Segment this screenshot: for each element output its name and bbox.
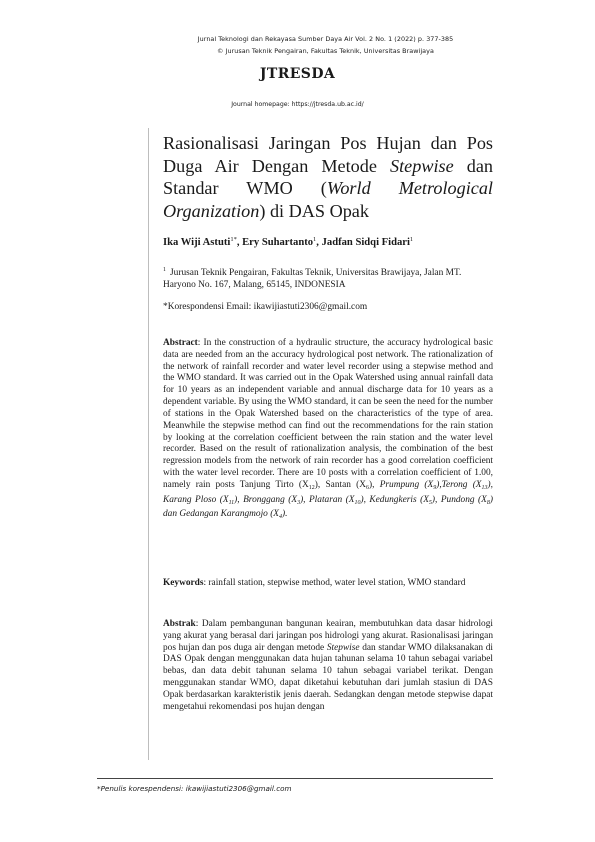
title-italic-1: Stepwise	[390, 155, 454, 176]
title-text-2: dan Standar WMO (	[163, 155, 493, 198]
copyright-line: © Jurusan Teknik Pengairan, Fakultas Teknik, Universitas Brawijaya	[217, 47, 434, 55]
author-sep: ,	[316, 237, 322, 248]
journal-citation: Jurnal Teknologi dan Rekayasa Sumber Daya Air Vol. 2 No. 1 (2022) p. 377-385	[197, 35, 454, 43]
abstrak-label: Abstrak	[163, 619, 196, 629]
keywords-text: : rainfall station, stepwise method, water level station, WMO standard	[203, 578, 466, 588]
title-text-1: Rasionalisasi Jaringan Pos Hujan dan Pos Duga Air Dengan Metode	[163, 133, 493, 176]
title-italic-2: World Metrological Organization	[163, 178, 493, 221]
author-name: Jadfan Sidqi Fidari	[321, 237, 410, 248]
abstrak-text: : Dalam pembangunan bangunan keairan, membutuhkan data dasar hidrologi yang akurat yang berasal dari jaringan pos hidrologi yang akurat. Rasionalisasi jaringan pos hujan dan pos duga air dengan metode	[163, 619, 493, 653]
station-name: ) dan Gedangan Karangmojo (X	[163, 494, 493, 520]
paper-title	[163, 132, 493, 222]
journal-homepage-link[interactable]: Journal homepage: https://jtresda.ub.ac.id/	[231, 101, 364, 108]
subscript: 12	[308, 484, 315, 491]
abstrak-italic: Stepwise	[326, 642, 360, 653]
abstract-text: : In the construction of a hydraulic structure, the accuracy hydrological basic data are needed from an the accuracy hydrological post network. The rationalization of the network of rainfall recorder and water level recorder using a stepwise method and the WMO standard. It was carried out in the Opak Watershed using annual rainfall data for 10 years as an independent variable and annual discharge data for 10 years as a dependent variable. By using the WMO standard, it can be seen the need for the number of stations in the Opak Watershed based on the characteristics of the type of area. Meanwhile the stepwise method can find out the recommendations for the rain station by looking at the correlation coefficient between the rain station and the water level recorder. Based on the result of rationalization analysis, the combination of the best regression models from the network of rain recorder has a good correlation coefficient with the water level recorder. There are 10 posts with a correlation coefficient of 1.00, namely rain posts Tanjung Tirto (X	[163, 338, 493, 490]
author-sup: 1	[313, 236, 317, 243]
subscript: 10	[354, 499, 361, 506]
station-name: ), Kedungkeris (X	[360, 494, 429, 505]
author-name: Ika Wiji Astuti	[163, 237, 231, 248]
station-name: Prumpung (X	[379, 479, 434, 490]
affiliation-sup: 1	[163, 267, 166, 273]
abstract-label: Abstract	[163, 338, 198, 348]
station-name: ).	[282, 509, 288, 520]
abstract-text-fragment: ), Santan (X	[314, 479, 367, 490]
subscript: 8	[486, 499, 490, 506]
keywords-paragraph	[163, 578, 493, 590]
keywords-label: Keywords	[163, 578, 204, 588]
abstract-paragraph	[163, 338, 493, 524]
left-margin-rule	[148, 128, 149, 760]
subscript: 13	[481, 484, 488, 491]
subscript: 9	[433, 484, 437, 491]
abstrak-text: dan standar WMO dilaksanakan di DAS Opak dengan menggunakan data hujan tahunan selama 10 tahun sebagai variabel bebas, dan data debit tahunan selama 10 tahun sebagai variabel terikat. Dengan menggunakan standar WMO, dapat diketahui kebutuhan dari jumlah stasiun di DAS Opak berdasarkan karakteristik jenis daerah. Sedangkan dengan metode stepwise dapat mengetahui rekomendasi pos hujan dengan	[163, 642, 493, 712]
author-sup: 1*	[230, 236, 237, 243]
station-name: ), Pundong (X	[431, 494, 487, 505]
footnote: *Penulis korespendensi: ikawijiastuti2306@gmail.com	[97, 784, 292, 793]
author-sup: 1	[409, 236, 414, 243]
abstrak-paragraph	[163, 619, 493, 714]
station-name: ), Plataran (X	[300, 494, 355, 505]
subscript: 3	[297, 499, 301, 506]
affiliation	[163, 264, 493, 291]
subscript: 5	[428, 499, 432, 506]
footnote-divider	[97, 778, 493, 779]
subscript: 11	[228, 499, 235, 506]
subscript: 4	[279, 514, 283, 521]
abstract-text-fragment: ),	[369, 479, 380, 490]
station-name: ), Karang Ploso (X	[163, 479, 493, 505]
subscript: 6	[366, 484, 370, 491]
title-text-3: ) di DAS Opak	[259, 200, 369, 221]
station-name: ),Terong (X	[436, 479, 482, 490]
author-sep: ,	[236, 237, 243, 248]
affiliation-text: Jurusan Teknik Pengairan, Fakultas Teknik, Universitas Brawijaya, Jalan MT. Haryono No. 167, Malang, 65145, INDONESIA	[163, 268, 462, 290]
journal-logo: JTRESDA	[259, 66, 336, 82]
author-name: Ery Suhartanto	[242, 237, 314, 248]
author-list	[163, 236, 493, 248]
station-name: ), Bronggang (X	[234, 494, 298, 505]
correspondence-email: *Korespondensi Email: ikawijiastuti2306@gmail.com	[163, 302, 368, 312]
